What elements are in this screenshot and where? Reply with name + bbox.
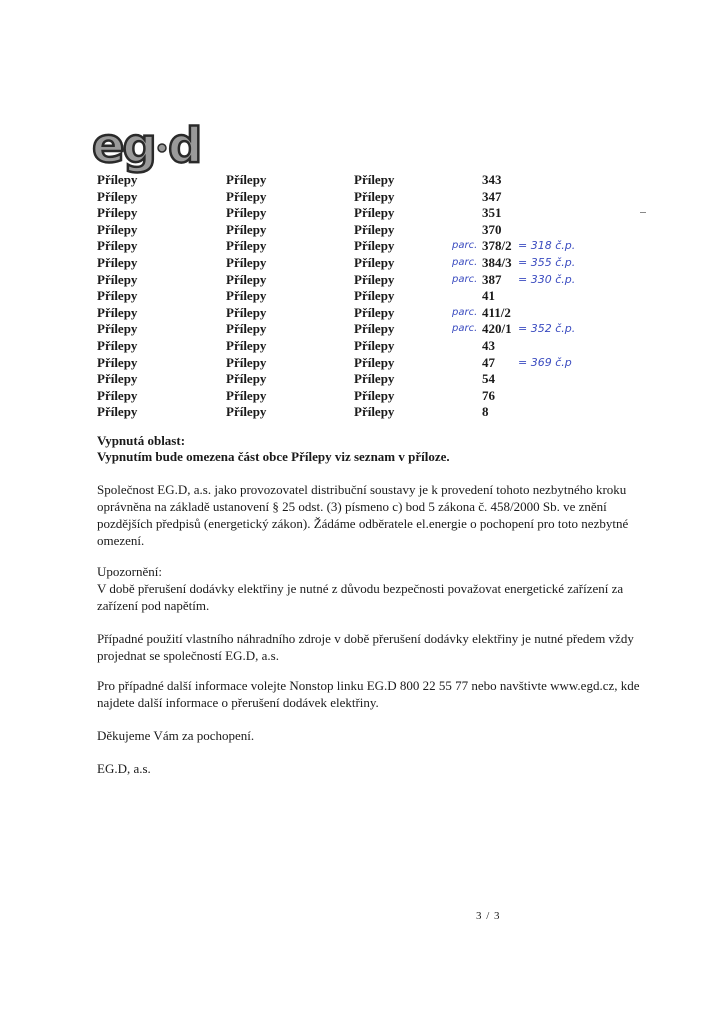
municipality-cell: Přílepy bbox=[97, 255, 138, 270]
municipality-cell: Přílepy bbox=[226, 205, 267, 220]
municipality-cell: Přílepy bbox=[97, 189, 138, 204]
outage-area-label: Vypnutá oblast: bbox=[97, 433, 186, 448]
municipality-cell: Přílepy bbox=[97, 172, 138, 187]
house-number-cell: 47 bbox=[482, 355, 495, 370]
house-number-cell: 43 bbox=[482, 338, 495, 353]
municipality-cell: Přílepy bbox=[226, 238, 267, 253]
municipality-cell: Přílepy bbox=[97, 222, 138, 237]
municipality-cell: Přílepy bbox=[354, 288, 395, 303]
warning-paragraph: V době přerušení dodávky elektřiny je nutné z důvodu bezpečnosti považovat energetické zařízení za zařízení pod napětím. bbox=[97, 581, 624, 613]
house-number-cell: 54 bbox=[482, 371, 495, 386]
municipality-cell: Přílepy bbox=[97, 205, 138, 220]
handwritten-house-number-note: = 355 č.p. bbox=[518, 256, 576, 269]
municipality-cell: Přílepy bbox=[226, 189, 267, 204]
municipality-cell: Přílepy bbox=[226, 338, 267, 353]
municipality-cell: Přílepy bbox=[226, 371, 267, 386]
municipality-cell: Přílepy bbox=[354, 371, 395, 386]
house-number-cell: 343 bbox=[482, 172, 502, 187]
municipality-cell: Přílepy bbox=[226, 222, 267, 237]
municipality-cell: Přílepy bbox=[97, 321, 138, 336]
house-number-cell: 384/3 bbox=[482, 255, 512, 270]
municipality-cell: Přílepy bbox=[354, 338, 395, 353]
scan-mark bbox=[640, 212, 646, 213]
municipality-cell: Přílepy bbox=[354, 189, 395, 204]
thanks-text: Děkujeme Vám za pochopení. bbox=[97, 728, 255, 743]
municipality-cell: Přílepy bbox=[226, 255, 267, 270]
municipality-cell: Přílepy bbox=[226, 305, 267, 320]
egd-logo bbox=[92, 118, 214, 174]
handwritten-house-number-note: = 352 č.p. bbox=[518, 322, 576, 335]
municipality-cell: Přílepy bbox=[97, 371, 138, 386]
municipality-cell: Přílepy bbox=[354, 272, 395, 287]
municipality-cell: Přílepy bbox=[354, 205, 395, 220]
municipality-cell: Přílepy bbox=[97, 355, 138, 370]
house-number-cell: 8 bbox=[482, 404, 489, 419]
page-number: 3 / 3 bbox=[476, 910, 501, 922]
house-number-cell: 76 bbox=[482, 388, 495, 403]
handwritten-parcel-note: parc. bbox=[452, 307, 478, 318]
handwritten-house-number-note: = 318 č.p. bbox=[518, 239, 576, 252]
municipality-cell: Přílepy bbox=[354, 355, 395, 370]
municipality-cell: Přílepy bbox=[226, 288, 267, 303]
municipality-cell: Přílepy bbox=[226, 272, 267, 287]
municipality-cell: Přílepy bbox=[97, 404, 138, 419]
signature: EG.D, a.s. bbox=[97, 761, 151, 776]
municipality-cell: Přílepy bbox=[354, 388, 395, 403]
handwritten-parcel-note: parc. bbox=[452, 257, 478, 268]
municipality-cell: Přílepy bbox=[97, 288, 138, 303]
municipality-cell: Přílepy bbox=[97, 305, 138, 320]
backup-source-paragraph: Případné použití vlastního náhradního zdroje v době přerušení dodávky elektřiny je nutné předem vždy projednat se společností EG.D, a.s. bbox=[97, 631, 634, 663]
legal-paragraph: Společnost EG.D, a.s. jako provozovatel distribuční soustavy je k provedení tohoto nezbytného kroku oprávněna na základě ustanovení § 25 odst. (3) písmeno c) bod 5 zákona č. 458/2000 Sb. ve znění pozdějších předpisů (energetický zákon). Žádáme odběratele el.energie o pochopení pro toto nezbytné omezení. bbox=[97, 482, 629, 548]
handwritten-house-number-note: = 330 č.p. bbox=[518, 273, 576, 286]
municipality-cell: Přílepy bbox=[226, 388, 267, 403]
municipality-cell: Přílepy bbox=[354, 222, 395, 237]
contact-info-paragraph: Pro případné další informace volejte Nonstop linku EG.D 800 22 55 77 nebo navštivte www.egd.cz, kde najdete další informace o přerušení dodávek elektřiny. bbox=[97, 678, 640, 710]
municipality-cell: Přílepy bbox=[354, 255, 395, 270]
house-number-cell: 378/2 bbox=[482, 238, 512, 253]
svg-text:d: d bbox=[168, 118, 203, 174]
house-number-cell: 351 bbox=[482, 205, 502, 220]
house-number-cell: 420/1 bbox=[482, 321, 512, 336]
municipality-cell: Přílepy bbox=[226, 321, 267, 336]
outage-area-description: Vypnutím bude omezena část obce Přílepy viz seznam v příloze. bbox=[97, 449, 450, 464]
house-number-cell: 370 bbox=[482, 222, 502, 237]
handwritten-parcel-note: parc. bbox=[452, 323, 478, 334]
municipality-cell: Přílepy bbox=[226, 404, 267, 419]
municipality-cell: Přílepy bbox=[354, 172, 395, 187]
municipality-cell: Přílepy bbox=[226, 172, 267, 187]
handwritten-parcel-note: parc. bbox=[452, 274, 478, 285]
handwritten-parcel-note: parc. bbox=[452, 240, 478, 251]
municipality-cell: Přílepy bbox=[97, 238, 138, 253]
municipality-cell: Přílepy bbox=[354, 321, 395, 336]
municipality-cell: Přílepy bbox=[97, 388, 138, 403]
house-number-cell: 387 bbox=[482, 272, 502, 287]
municipality-cell: Přílepy bbox=[354, 305, 395, 320]
municipality-cell: Přílepy bbox=[226, 355, 267, 370]
municipality-cell: Přílepy bbox=[97, 338, 138, 353]
svg-text:eg: eg bbox=[92, 118, 155, 174]
house-number-cell: 411/2 bbox=[482, 305, 511, 320]
house-number-cell: 41 bbox=[482, 288, 495, 303]
handwritten-house-number-note: = 369 č.p bbox=[518, 356, 572, 369]
warning-label: Upozornění: bbox=[97, 564, 162, 579]
municipality-cell: Přílepy bbox=[97, 272, 138, 287]
house-number-cell: 347 bbox=[482, 189, 502, 204]
municipality-cell: Přílepy bbox=[354, 238, 395, 253]
municipality-cell: Přílepy bbox=[354, 404, 395, 419]
